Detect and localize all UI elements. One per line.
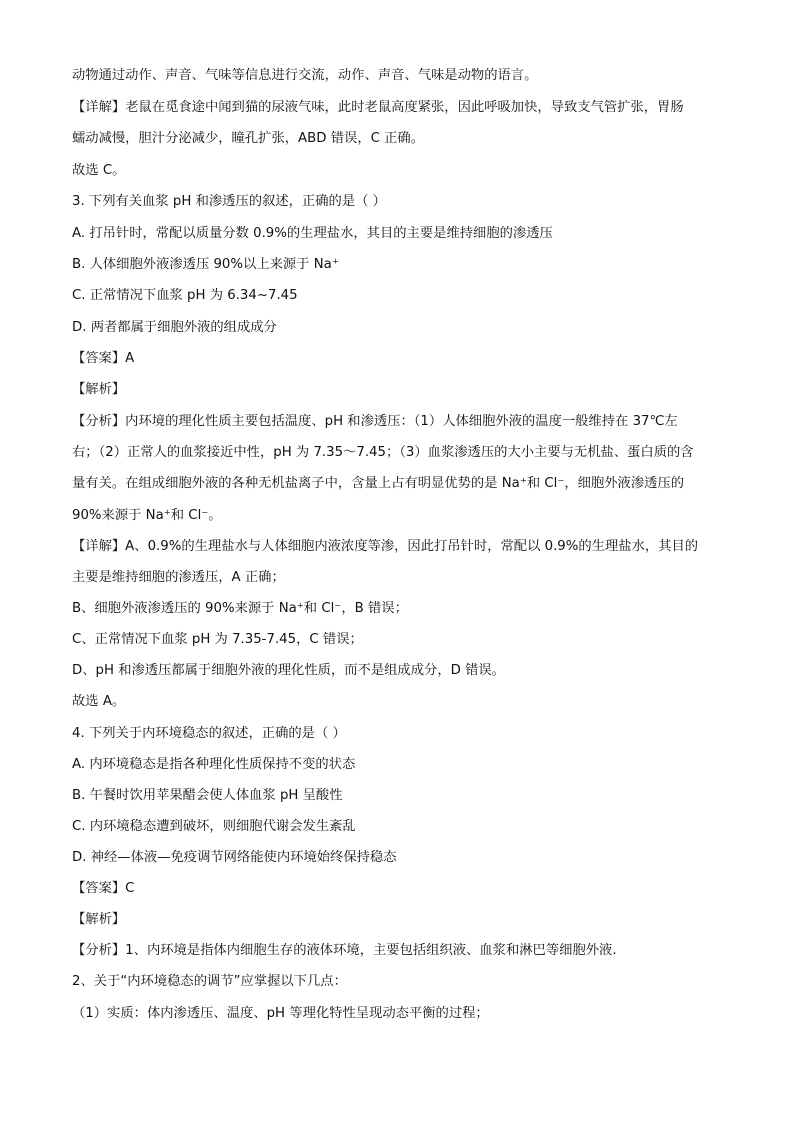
option-d: D. 两者都属于细胞外液的组成成分	[72, 320, 277, 335]
option-c: C. 正常情况下血浆 pH 为 6.34~7.45	[72, 288, 298, 303]
text-line: 【详解】老鼠在觅食途中闻到猫的尿液气味，此时老鼠高度紧张，因此呼吸加快，导致支气管扩张，胃肠	[72, 100, 684, 115]
text-line: 2、关于“内环境稳态的调节”应掌握以下几点：	[72, 974, 347, 989]
option-d: D. 神经—体液—免疫调节网络能使内环境始终保持稳态	[72, 850, 397, 865]
analysis-label: 【解析】	[72, 382, 126, 397]
answer-label: 【答案】A	[72, 351, 135, 366]
option-a: A. 内环境稳态是指各种理化性质保持不变的状态	[72, 757, 356, 772]
question-4: 4. 下列关于内环境稳态的叙述，正确的是（ ）	[72, 726, 346, 741]
text-line: 【分析】1、内环境是指体内细胞生存的液体环境，主要包括组织液、血浆和淋巴等细胞外液.	[72, 943, 617, 958]
text-line: 动物通过动作、声音、气味等信息进行交流，动作、声音、气味是动物的语言。	[72, 68, 538, 83]
option-a: A. 打吊针时，常配以质量分数 0.9%的生理盐水，其目的主要是维持细胞的渗透压	[72, 226, 553, 241]
text-line: 量有关。在组成细胞外液的各种无机盐离子中，含量上占有明显优势的是 Na⁺和 Cl⁻，细胞外液渗透压的	[72, 476, 685, 491]
question-3: 3. 下列有关血浆 pH 和渗透压的叙述，正确的是（ ）	[72, 194, 386, 209]
text-line: 主要是维持细胞的渗透压，A 正确；	[72, 570, 285, 585]
text-line: 蠕动减慢，胆汁分泌减少，瞳孔扩张，ABD 错误，C 正确。	[72, 131, 425, 146]
text-line: D、pH 和渗透压都属于细胞外液的理化性质，而不是组成成分，D 错误。	[72, 663, 505, 678]
answer-label: 【答案】C	[72, 881, 135, 896]
text-line: 故选 C。	[72, 163, 126, 178]
option-b: B. 午餐时饮用苹果醋会使人体血浆 pH 呈酸性	[72, 788, 343, 803]
text-line: （1）实质：体内渗透压、温度、pH 等理化特性呈现动态平衡的过程；	[72, 1006, 489, 1021]
analysis-label: 【解析】	[72, 912, 126, 927]
option-b: B. 人体细胞外液渗透压 90%以上来源于 Na⁺	[72, 257, 339, 272]
text-line: 【详解】A、0.9%的生理盐水与人体细胞内液浓度等渗，因此打吊针时，常配以 0.9%的生理盐水，其目的	[72, 539, 699, 554]
text-line: 90%来源于 Na⁺和 Cl⁻。	[72, 508, 222, 523]
option-c: C. 内环境稳态遭到破坏，则细胞代谢会发生紊乱	[72, 819, 356, 834]
text-line: 故选 A。	[72, 694, 126, 709]
text-line: 【分析】内环境的理化性质主要包括温度、pH 和渗透压：（1）人体细胞外液的温度一般维持在 37℃左	[72, 414, 678, 429]
text-line: C、正常情况下血浆 pH 为 7.35-7.45，C 错误；	[72, 632, 363, 647]
text-line: 右；（2）正常人的血浆接近中性，pH 为 7.35～7.45；（3）血浆渗透压的大小主要与无机盐、蛋白质的含	[72, 445, 694, 460]
text-line: B、细胞外液渗透压的 90%来源于 Na⁺和 Cl⁻，B 错误；	[72, 601, 408, 616]
